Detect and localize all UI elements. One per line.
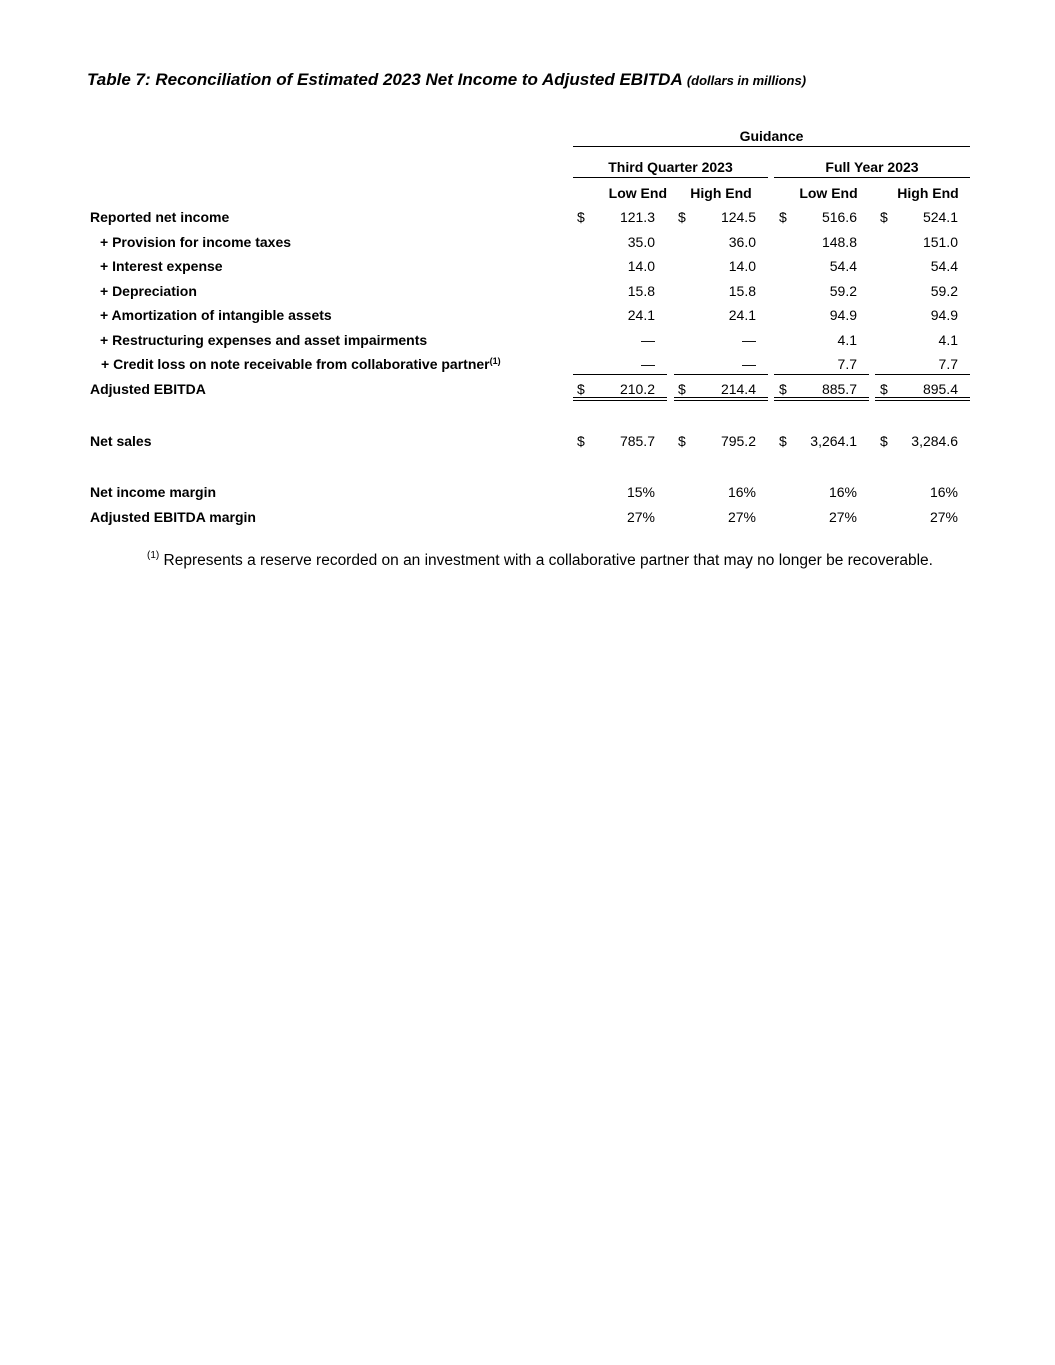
total-double-rule: [674, 397, 768, 401]
cell-value: 895.4: [922, 381, 958, 397]
cell-value: 124.5: [720, 209, 756, 225]
cell-value: 16%: [929, 484, 958, 500]
cell-value: 15%: [626, 484, 655, 500]
subtotal-rule: [875, 374, 970, 375]
row-label: Net sales: [90, 433, 152, 449]
row-label: + Provision for income taxes: [100, 234, 292, 250]
currency-symbol: $: [678, 433, 686, 449]
row-label: Adjusted EBITDA: [90, 381, 206, 397]
currency-symbol: $: [779, 433, 787, 449]
cell-value: 785.7: [619, 433, 655, 449]
cell-value: 24.1: [627, 307, 655, 323]
cell-value: 885.7: [821, 381, 857, 397]
guidance-rule: [573, 146, 970, 147]
subtotal-rule: [573, 374, 667, 375]
cell-value: 4.1: [938, 332, 958, 348]
cell-value: 524.1: [922, 209, 958, 225]
cell-value: 27%: [626, 509, 655, 525]
cell-value: 15.8: [728, 283, 756, 299]
currency-symbol: $: [678, 209, 686, 225]
total-double-rule: [573, 397, 667, 401]
cell-value: 59.2: [829, 283, 857, 299]
table-row: [0, 354, 1055, 374]
cell-value: 121.3: [619, 209, 655, 225]
row-label: + Credit loss on note receivable from collaborative partner$^{(1)}$: [101, 356, 501, 372]
row-label: + Restructuring expenses and asset impairments: [100, 332, 428, 348]
total-double-rule: [774, 397, 869, 401]
footnote-text: Represents a reserve recorded on an investment with a collaborative partner that may no longer be recoverable.: [163, 552, 933, 569]
cell-value: 27%: [727, 509, 756, 525]
cell-value: 24.1: [728, 307, 756, 323]
cell-value: 36.0: [728, 234, 756, 250]
row-label: + Depreciation: [100, 283, 197, 299]
column-header-fy-high: High End: [897, 185, 959, 201]
table-row: [0, 232, 1055, 252]
table-row: [0, 379, 1055, 399]
cell-value: 54.4: [930, 258, 958, 274]
cell-value: 210.2: [619, 381, 655, 397]
period-header-fy: Full Year 2023: [825, 159, 919, 175]
cell-value: 16%: [828, 484, 857, 500]
currency-symbol: $: [779, 381, 787, 397]
cell-value: 795.2: [720, 433, 756, 449]
subtotal-rule: [774, 374, 869, 375]
cell-value: 214.4: [720, 381, 756, 397]
cell-value: —: [641, 332, 655, 348]
cell-value: 27%: [828, 509, 857, 525]
column-header-q3-high: High End: [690, 185, 752, 201]
row-label: Adjusted EBITDA margin: [90, 509, 256, 525]
cell-value: 54.4: [829, 258, 857, 274]
subtotal-rule: [674, 374, 768, 375]
currency-symbol: $: [577, 433, 585, 449]
cell-value: —: [641, 356, 655, 372]
currency-symbol: $: [678, 381, 686, 397]
currency-symbol: $: [577, 209, 585, 225]
table-row: [0, 330, 1055, 350]
cell-value: 27%: [929, 509, 958, 525]
footnote: [147, 552, 933, 570]
table-row: [0, 207, 1055, 227]
currency-symbol: $: [880, 381, 888, 397]
cell-value: 16%: [727, 484, 756, 500]
cell-value: 7.7: [938, 356, 958, 372]
cell-value: —: [742, 332, 756, 348]
footnote-marker: (1): [147, 550, 160, 561]
cell-value: 3,284.6: [911, 433, 958, 449]
cell-value: 35.0: [627, 234, 655, 250]
cell-value: 14.0: [728, 258, 756, 274]
table-row: [0, 256, 1055, 276]
cell-value: 94.9: [829, 307, 857, 323]
currency-symbol: $: [880, 433, 888, 449]
footnote-ref: (1): [489, 356, 501, 366]
table-row: [0, 482, 1055, 502]
cell-value: 516.6: [821, 209, 857, 225]
table-row: [0, 431, 1055, 451]
column-header-fy-low: Low End: [799, 185, 858, 201]
cell-value: 148.8: [821, 234, 857, 250]
cell-value: 151.0: [922, 234, 958, 250]
cell-value: 3,264.1: [810, 433, 857, 449]
total-double-rule: [875, 397, 970, 401]
table-row: [0, 507, 1055, 527]
period-rule-fy: [774, 177, 970, 178]
currency-symbol: $: [779, 209, 787, 225]
cell-value: 59.2: [930, 283, 958, 299]
period-rule-q3: [573, 177, 768, 178]
period-header-q3: Third Quarter 2023: [608, 159, 733, 175]
cell-value: 4.1: [837, 332, 857, 348]
currency-symbol: $: [577, 381, 585, 397]
table-title: Table 7: Reconciliation of Estimated 2023 Net Income to Adjusted EBITDA (dollars in millions): [87, 70, 807, 89]
cell-value: 7.7: [837, 356, 857, 372]
cell-value: 15.8: [627, 283, 655, 299]
cell-value: 14.0: [627, 258, 655, 274]
row-label: Reported net income: [90, 209, 230, 225]
guidance-header: Guidance: [739, 128, 804, 144]
currency-symbol: $: [880, 209, 888, 225]
row-label: + Interest expense: [100, 258, 223, 274]
row-label: + Amortization of intangible assets: [100, 307, 332, 323]
cell-value: —: [742, 356, 756, 372]
column-header-q3-low: Low End: [608, 185, 667, 201]
cell-value: 94.9: [930, 307, 958, 323]
table-row: [0, 305, 1055, 325]
row-label: Net income margin: [90, 484, 217, 500]
table-units: (dollars in millions): [686, 73, 807, 88]
table-row: [0, 281, 1055, 301]
